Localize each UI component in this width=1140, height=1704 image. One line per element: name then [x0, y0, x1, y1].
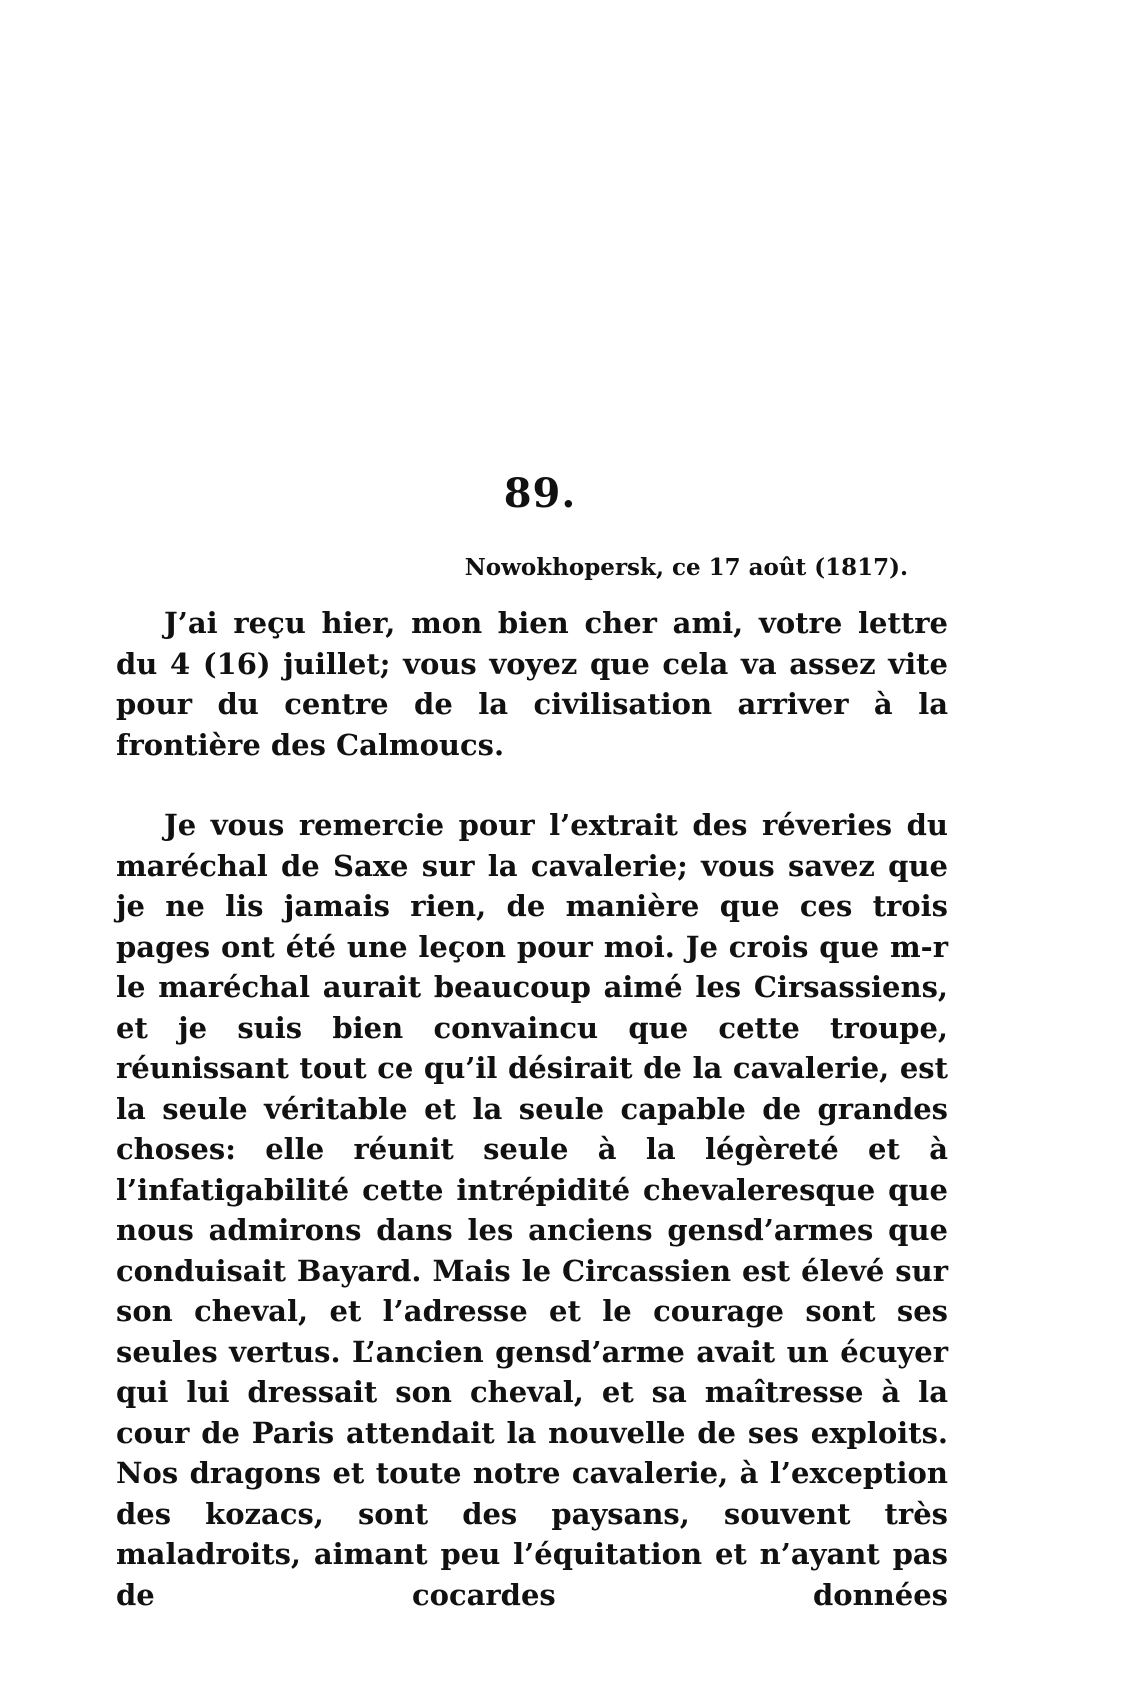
- letter-body: [116, 603, 948, 1615]
- paragraph-1: J’ai reçu hier, mon bien cher ami, votre lettre du 4 (16) juillet; vous voyez que cela va assez vite pour du centre de la civilisation arriver à la frontière des Calmoucs.: [116, 606, 948, 762]
- letter-number: 89.: [503, 470, 577, 517]
- dateline: Nowokhopersk, ce 17 août (1817).: [464, 554, 908, 581]
- paragraph-2: Je vous remercie pour l’extrait des réveries du maréchal de Saxe sur la cavalerie; vous savez que je ne lis jamais rien, de manière que ces trois pages ont été une leçon pour moi. Je crois que m-r le maréchal aurait beaucoup aimé les Cirsassiens, et je suis bien convaincu que cette troupe, réunissant tout ce qu’il désirait de la cavalerie, est la seule véritable et la seule capable de grandes choses: elle réunit seule à la légèreté et à l’infatigabilité cette intrépidité chevaleresque que nous admirons dans les anciens gensd’armes que conduisait Bayard. Mais le Circassien est élevé sur son cheval, et l’adresse et le courage sont ses seules vertus. L’ancien gensd’arme avait un écuyer qui lui dressait son cheval, et sa maîtresse à la cour de Paris attendait la nouvelle de ses exploits. Nos dragons et toute notre cavalerie, à l’exception des kozacs, sont des paysans, souvent très maladroits, aimant peu l’équitation et n’ayant pas de cocardes données: [116, 808, 948, 1612]
